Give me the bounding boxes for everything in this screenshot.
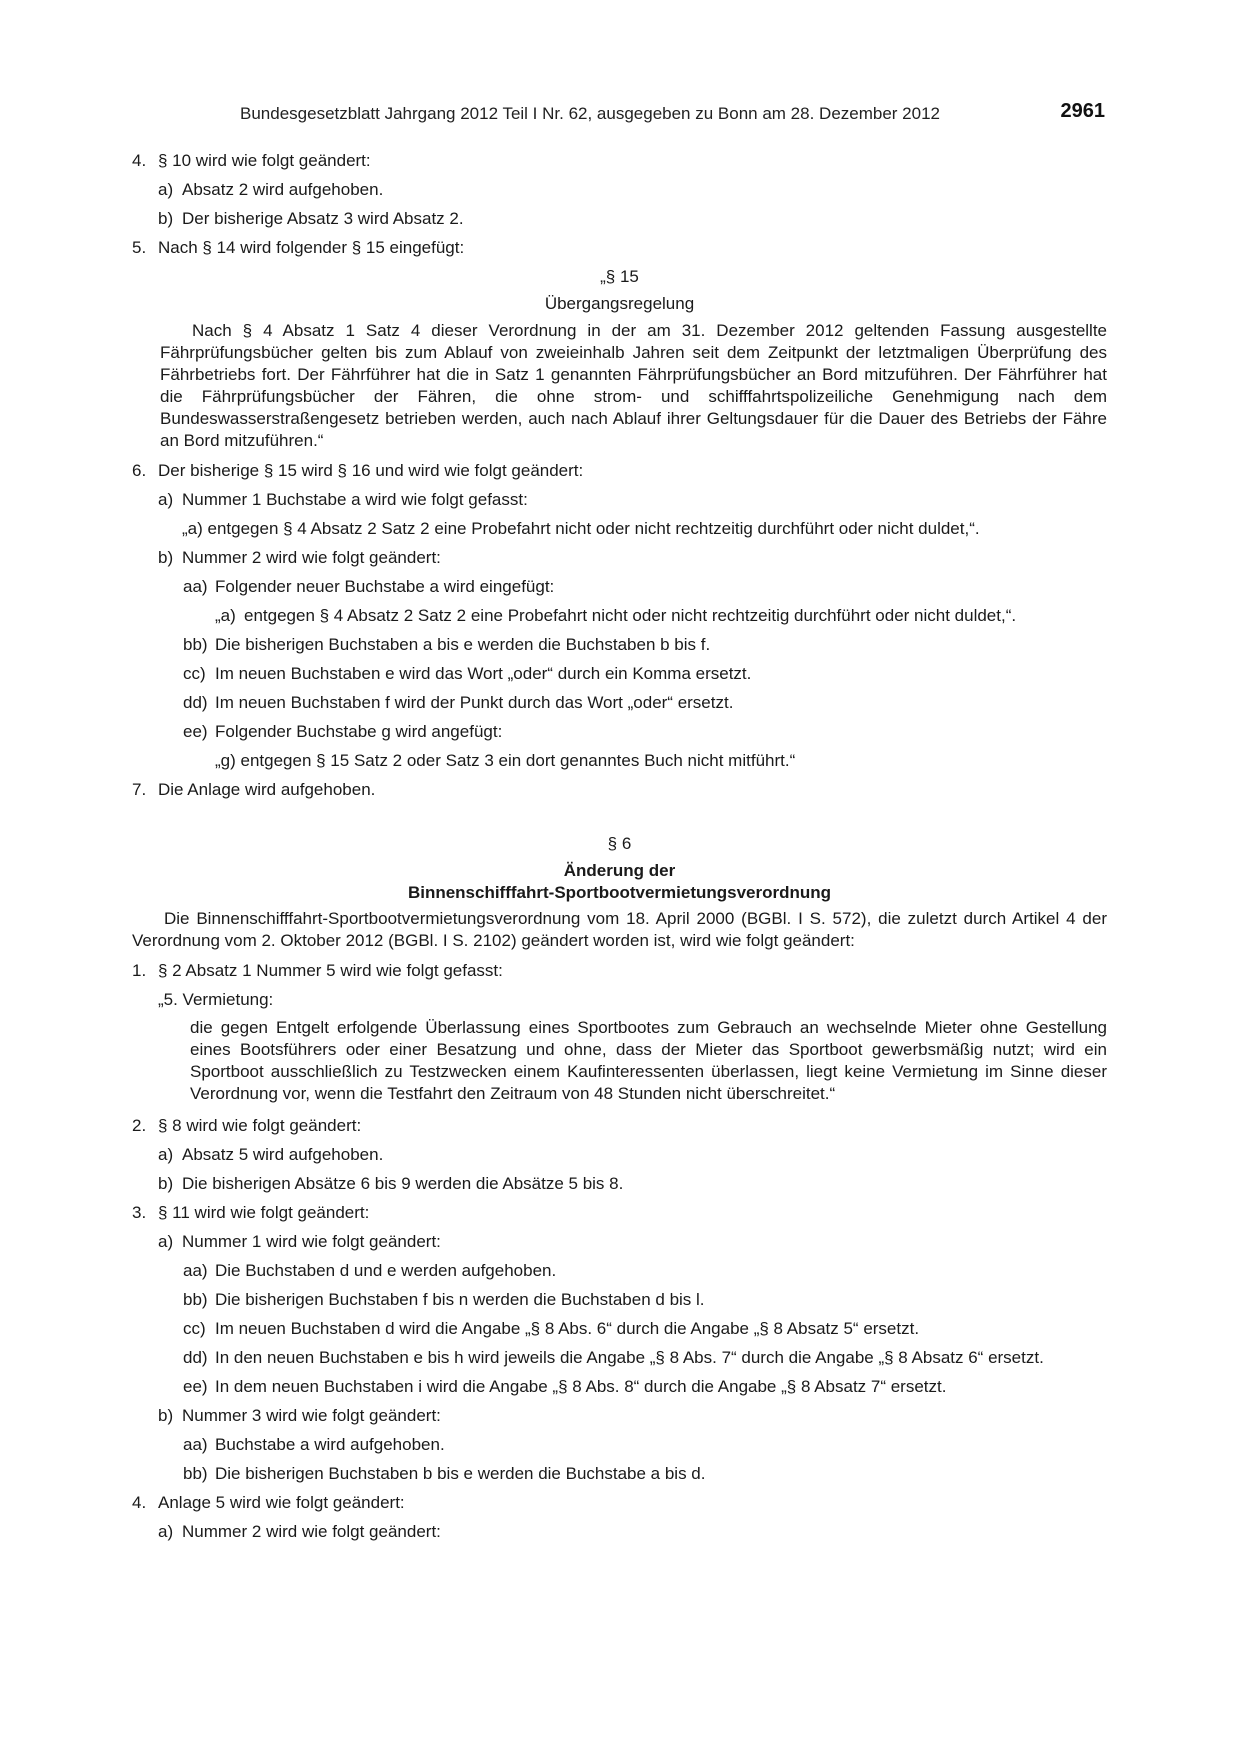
list-item (132, 547, 1107, 569)
item-text: Die bisherigen Buchstaben a bis e werden die Buchstaben b bis f. (215, 635, 711, 654)
list-item (132, 721, 1107, 743)
item-text: Nach § 14 wird folgender § 15 eingefügt: (158, 238, 465, 257)
list-item (132, 1289, 1107, 1311)
item-letter: b) (158, 548, 174, 567)
item-number: 6. (132, 461, 147, 480)
item-number: 3. (132, 1203, 147, 1222)
item-number: 7. (132, 780, 147, 799)
item-subletter: cc) (183, 1319, 206, 1338)
item-number: 4. (132, 151, 147, 170)
quote-label: „a) (215, 606, 236, 625)
item-number: 2. (132, 1116, 147, 1135)
item-subletter: aa) (183, 1261, 208, 1280)
item-subletter: bb) (183, 1464, 208, 1483)
item-subletter: dd) (183, 1348, 208, 1367)
item-text: § 11 wird wie folgt geändert: (158, 1203, 370, 1222)
item-letter: b) (158, 209, 174, 228)
list-item (132, 1347, 1107, 1369)
quote-text: entgegen § 4 Absatz 2 Satz 2 eine Probefahrt nicht oder nicht rechtzeitig durchführt oder nicht duldet,“. (244, 606, 1017, 625)
item-text: Absatz 5 wird aufgehoben. (182, 1145, 384, 1164)
section-title-line2: Binnenschifffahrt-Sportbootvermietungsverordnung (407, 883, 832, 902)
item-letter: b) (158, 1174, 174, 1193)
section-title-line1: Änderung der (563, 861, 676, 880)
quoted-paragraph-text: Nach § 4 Absatz 1 Satz 4 dieser Verordnung in der am 31. Dezember 2012 geltenden Fassung ausgestellte Fährprüfungsbücher gelten bis zum Ablauf von zweieinhalb Jahren seit dem Zeitpunkt der letztmaligen Überprüfung des Fährbetriebs fort. Der Fährführer hat die in Satz 1 genannten Fährprüfungsbücher an Bord mitzuführen. Der Fährführer hat die Fährprüfungsbücher der Fähren, die ohne strom- und schifffahrtspolizeiliche Genehmigung nach dem Bundeswasserstraßengesetz betrieben werden, auch nach Ablauf ihrer Geltungsdauer für die Dauer des Betriebs der Fähre an Bord mitzuführen.“ (160, 321, 1107, 450)
item-letter: a) (158, 490, 174, 509)
list-item (132, 1260, 1107, 1282)
section-intro: Die Binnenschifffahrt-Sportbootvermietungsverordnung vom 18. April 2000 (BGBl. I S. 572), die zuletzt durch Artikel 4 der Verordnung vom 2. Oktober 2012 (BGBl. I S. 2102) geändert worden ist, wird wie folgt geändert: (132, 909, 1107, 950)
item-text: Der bisherige Absatz 3 wird Absatz 2. (182, 209, 464, 228)
item-text: Folgender neuer Buchstabe a wird eingefügt: (215, 577, 555, 596)
item-number: 5. (132, 238, 147, 257)
running-header: Bundesgesetzblatt Jahrgang 2012 Teil I Nr. 62, ausgegeben zu Bonn am 28. Dezember 2012 (240, 104, 940, 123)
item-number: 4. (132, 1493, 147, 1512)
section-number: § 6 (607, 834, 632, 853)
list-item (132, 1463, 1107, 1485)
list-item (132, 1434, 1107, 1456)
item-text: Nummer 1 wird wie folgt geändert: (182, 1232, 441, 1251)
item-text: Nummer 3 wird wie folgt geändert: (182, 1406, 441, 1425)
quote-text: „a) entgegen § 4 Absatz 2 Satz 2 eine Probefahrt nicht oder nicht rechtzeitig durchführt oder nicht duldet,“. (182, 519, 980, 538)
list-item (132, 634, 1107, 656)
item-letter: b) (158, 1406, 174, 1425)
quote-text: „g) entgegen § 15 Satz 2 oder Satz 3 ein dort genanntes Buch nicht mitführt.“ (215, 751, 796, 770)
item-letter: a) (158, 1145, 174, 1164)
item-letter: a) (158, 180, 174, 199)
quoted-definition-body: die gegen Entgelt erfolgende Überlassung eines Sportbootes zum Gebrauch an wechselnde Mieter ohne Gestellung eines Bootsführers oder einer Besatzung und ohne, dass der Mieter das Sportboot gewerbsmäßig nutzt; wird ein Sportboot ausschließlich zu Testzwecken einem Kaufinteressenten überlassen, liegt keine Vermietung im Sinne dieser Verordnung vor, wenn die Testfahrt den Zeitraum von 48 Stunden nicht überschreitet.“ (190, 1018, 1107, 1103)
item-subletter: bb) (183, 1290, 208, 1309)
item-subletter: ee) (183, 722, 208, 741)
quoted-amendment (132, 750, 1107, 772)
item-text: Im neuen Buchstaben f wird der Punkt durch das Wort „oder“ ersetzt. (215, 693, 734, 712)
item-text: Im neuen Buchstaben e wird das Wort „oder“ durch ein Komma ersetzt. (215, 664, 752, 683)
list-item (132, 960, 1107, 982)
item-text: § 2 Absatz 1 Nummer 5 wird wie folgt gefasst: (158, 961, 503, 980)
list-item (132, 1318, 1107, 1340)
item-text: Nummer 2 wird wie folgt geändert: (182, 548, 441, 567)
list-item (132, 779, 1107, 801)
list-item (132, 1231, 1107, 1253)
item-text: Die bisherigen Buchstaben f bis n werden die Buchstaben d bis l. (215, 1290, 705, 1309)
item-text: § 8 wird wie folgt geändert: (158, 1116, 362, 1135)
list-item (132, 1115, 1107, 1137)
item-text: Nummer 1 Buchstabe a wird wie folgt gefasst: (182, 490, 528, 509)
paragraph-title: Übergangsregelung (544, 294, 695, 313)
item-text: Anlage 5 wird wie folgt geändert: (158, 1493, 405, 1512)
list-item (132, 237, 1107, 259)
document-body (132, 150, 1107, 1550)
list-item (132, 692, 1107, 714)
item-subletter: dd) (183, 693, 208, 712)
item-text: § 10 wird wie folgt geändert: (158, 151, 371, 170)
quoted-amendment (132, 518, 1107, 540)
item-text: In dem neuen Buchstaben i wird die Angabe „§ 8 Abs. 8“ durch die Angabe „§ 8 Absatz 7“ ersetzt. (215, 1377, 947, 1396)
item-text: Die Buchstaben d und e werden aufgehoben. (215, 1261, 557, 1280)
paragraph-number: „§ 15 (600, 267, 639, 286)
list-item (132, 1202, 1107, 1224)
item-text: Buchstabe a wird aufgehoben. (215, 1435, 445, 1454)
item-text: Die bisherigen Buchstaben b bis e werden die Buchstabe a bis d. (215, 1464, 706, 1483)
item-text: Im neuen Buchstaben d wird die Angabe „§ 8 Abs. 6“ durch die Angabe „§ 8 Absatz 5“ ersetzt. (215, 1319, 920, 1338)
item-subletter: aa) (183, 577, 208, 596)
item-subletter: ee) (183, 1377, 208, 1396)
item-number: 1. (132, 961, 147, 980)
item-subletter: aa) (183, 1435, 208, 1454)
list-item (132, 1492, 1107, 1514)
item-text: Nummer 2 wird wie folgt geändert: (182, 1522, 441, 1541)
item-text: In den neuen Buchstaben e bis h wird jeweils die Angabe „§ 8 Abs. 7“ durch die Angabe „§ 8 Absatz 6“ ersetzt. (215, 1348, 1044, 1367)
list-item (132, 1144, 1107, 1166)
list-item (132, 150, 1107, 172)
list-item (132, 208, 1107, 230)
list-item (132, 576, 1107, 598)
list-item (132, 179, 1107, 201)
item-letter: a) (158, 1522, 174, 1541)
item-text: Folgender Buchstabe g wird angefügt: (215, 722, 503, 741)
item-text: Absatz 2 wird aufgehoben. (182, 180, 384, 199)
item-subletter: cc) (183, 664, 206, 683)
list-item (132, 489, 1107, 511)
quoted-amendment (132, 605, 1107, 627)
item-text: Die bisherigen Absätze 6 bis 9 werden die Absätze 5 bis 8. (182, 1174, 624, 1193)
item-text: Die Anlage wird aufgehoben. (158, 780, 376, 799)
item-letter: a) (158, 1232, 174, 1251)
list-item (132, 460, 1107, 482)
list-item (132, 1376, 1107, 1398)
item-subletter: bb) (183, 635, 208, 654)
list-item (132, 663, 1107, 685)
list-item (132, 1173, 1107, 1195)
list-item (132, 1405, 1107, 1427)
item-text: Der bisherige § 15 wird § 16 und wird wie folgt geändert: (158, 461, 584, 480)
page-number: 2961 (1060, 100, 1105, 122)
quoted-definition-head: „5. Vermietung: (158, 990, 274, 1009)
list-item (132, 1521, 1107, 1543)
